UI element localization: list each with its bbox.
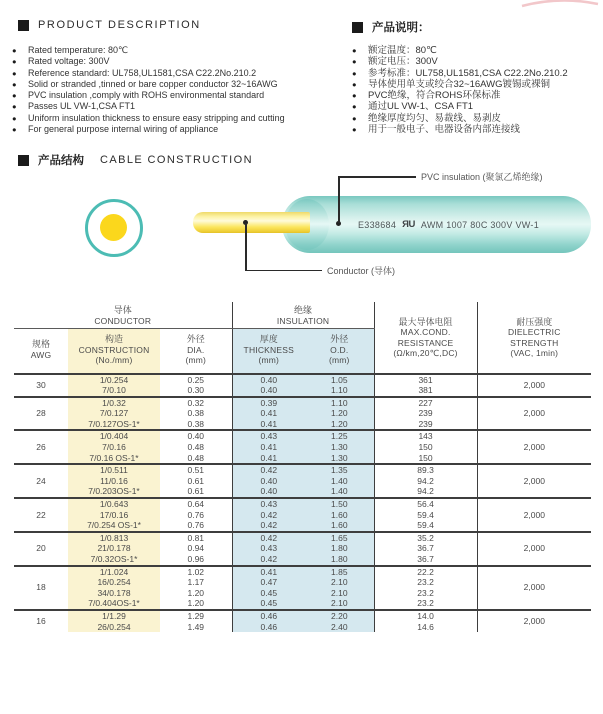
thickness-value: 0.41 [260,566,278,577]
dia-cell [160,566,232,610]
dia-cell [160,430,232,464]
thickness-value: 0.45 [260,598,278,609]
table-row-awg-22 [14,498,591,532]
resistance-value: 94.2 [417,486,434,497]
dia-value: 0.76 [187,520,205,531]
awg-value: 24 [36,475,46,486]
section-marker-icon [352,22,363,33]
dia-cell [160,610,232,632]
bullet-icon: ● [352,113,357,123]
description-item [12,124,347,135]
table-row-awg-20 [14,532,591,566]
thickness-value: 0.43 [260,431,278,442]
product-description-cn-header [352,19,430,35]
table-row-awg-18 [14,566,591,610]
pvc-leader-line-horizontal [338,176,416,178]
dia-value: 0.32 [187,397,205,408]
construction-value: 7/0.254 OS-1* [87,520,141,531]
dia-header-unit: (mm) [185,355,207,365]
dia-header-en: DIA. [187,344,205,355]
awg-value: 18 [36,582,46,593]
section-marker-icon [18,155,29,166]
description-item-text: For general purpose internal wiring of appliance [28,124,219,135]
description-item-cn-text: 参考标准：UL758,UL1581,CSA C22.2No.210.2 [368,67,568,79]
awg-value: 16 [36,616,46,627]
dielectric-header-cn: 耐压强度 [516,316,553,327]
bullet-icon: ● [352,68,357,78]
conductor-leader-line-horizontal [245,270,322,272]
description-item-text: PVC insulation ,comply with ROHS environmental standard [28,90,265,101]
thickness-value: 0.47 [260,577,278,588]
description-item-cn-text: PVC绝缘，符合ROHS环保标准 [368,90,501,102]
construction-value: 16/0.254 [97,577,131,588]
construction-header-en: CONSTRUCTION [78,344,150,355]
construction-value: 7/0.127 [99,408,129,419]
product-description-list [12,45,347,135]
resistance-value: 89.3 [417,465,434,476]
dielectric-value: 2,000 [477,566,591,610]
description-item-cn-text: 用于一般电子、电器设备内部连接线 [368,124,521,136]
thickness-cell [232,397,305,431]
thickness-value: 0.41 [260,408,278,419]
resistance-value: 227 [418,397,433,408]
thickness-value: 0.46 [260,610,278,621]
construction-cell [68,397,160,431]
construction-value: 7/0.404OS-1* [88,598,140,609]
dia-value: 0.48 [187,452,205,463]
resistance-header-en2: RESISTANCE [397,337,454,348]
dia-value: 0.76 [187,509,205,520]
od-value: 1.40 [331,486,348,497]
thickness-value: 0.42 [260,520,278,531]
bullet-icon: ● [12,113,17,123]
thickness-header-cn: 厚度 [259,334,278,344]
od-cell [305,374,374,397]
resistance-cell [374,498,477,532]
od-value: 1.30 [331,452,348,463]
description-item-cn [352,56,602,67]
table-row-awg-30 [14,374,591,397]
pvc-insulation-label: PVC insulation (聚氯乙烯绝缘) [421,172,543,182]
conductor-rod-illustration [193,212,310,233]
resistance-cell [374,566,477,610]
dia-cell [160,532,232,566]
dia-cell [160,374,232,397]
description-item-cn [352,90,602,101]
construction-cell [68,610,160,632]
od-value: 2.10 [331,587,348,598]
dielectric-value: 2,000 [477,430,591,464]
description-item-cn-text: 导体使用单支或绞合32~16AWG镀锡或裸铜 [368,78,551,90]
construction-value: 7/0.127OS-1* [88,418,140,429]
dielectric-value: 2,000 [477,532,591,566]
construction-header-unit: (No./mm) [95,355,133,365]
bullet-icon: ● [352,79,357,89]
od-value: 1.05 [331,374,348,385]
ul-recognized-mark-icon: ЯU [402,219,415,230]
thickness-cell [232,374,305,397]
description-item-cn-text: 额定温度：80℃ [368,45,437,56]
resistance-value: 361 [418,374,433,385]
construction-value: 7/0.203OS-1* [88,486,140,497]
bullet-icon: ● [12,91,17,101]
insulation-group-header [232,302,374,329]
construction-cell [68,566,160,610]
description-item-cn [352,113,602,124]
resistance-value: 150 [418,452,433,463]
resistance-value: 239 [418,418,433,429]
table-row-awg-26 [14,430,591,464]
bullet-icon: ● [12,68,17,78]
table-row-awg-24 [14,464,591,498]
od-cell [305,498,374,532]
description-item-cn [352,45,602,56]
thickness-value: 0.46 [260,621,278,632]
dielectric-value: 2,000 [477,397,591,431]
od-value: 1.10 [331,397,348,408]
dia-value: 0.96 [187,554,205,564]
description-item [12,68,347,79]
bullet-icon: ● [12,79,17,89]
od-cell [305,397,374,431]
dia-value: 0.30 [187,385,205,396]
resistance-value: 14.0 [417,610,434,621]
construction-cell [68,498,160,532]
od-value: 2.10 [331,598,348,609]
od-value: 1.80 [331,554,348,564]
od-value: 1.60 [331,509,348,520]
description-item-cn-text: 绝缘厚度均匀、易裁线、易剥皮 [368,112,502,124]
od-value: 2.10 [331,577,348,588]
construction-cell [68,374,160,397]
description-item-text: Rated temperature: 80℃ [28,45,129,55]
description-item-text: Passes UL VW-1,CSA FT1 [28,101,136,112]
product-description-title: PRODUCT DESCRIPTION [38,19,201,31]
bullet-icon: ● [12,102,17,112]
thickness-cell [232,610,305,632]
thickness-cell [232,464,305,498]
od-value: 1.10 [331,385,348,396]
conductor-leader-line-vertical [245,223,247,271]
resistance-value: 94.2 [417,475,434,486]
resistance-value: 14.6 [417,621,434,632]
od-column-header [305,329,374,374]
thickness-cell [232,532,305,566]
resistance-column-header [374,302,477,374]
resistance-value: 381 [418,385,433,396]
cable-print-spec: AWM 1007 80C 300V VW-1 [420,219,539,230]
bullet-icon: ● [12,46,17,55]
product-description-cn-title: 产品说明： [372,22,430,34]
construction-cell [68,430,160,464]
thickness-header-unit: (mm) [258,355,280,365]
dia-value: 1.02 [187,566,205,577]
bullet-icon: ● [352,91,357,101]
awg-value: 22 [36,509,46,520]
description-item-cn [352,68,602,79]
dielectric-column-header [477,302,591,374]
construction-value: 1/0.254 [99,374,129,385]
thickness-value: 0.40 [260,475,278,486]
bullet-icon: ● [352,46,357,55]
thickness-value: 0.42 [260,509,278,520]
od-value: 1.65 [331,532,348,543]
dielectric-header-en1: DIELECTRIC [508,327,561,338]
resistance-header-cn: 最大导体电阻 [398,316,453,327]
dia-value: 0.81 [187,532,205,543]
resistance-value: 143 [418,431,433,442]
dia-cell [160,397,232,431]
thickness-value: 0.40 [260,385,278,396]
construction-value: 1/1.024 [99,566,129,577]
dia-value: 0.61 [187,486,205,497]
od-cell [305,430,374,464]
awg-value: 26 [36,442,46,453]
dia-value: 1.20 [187,598,205,609]
od-value: 2.40 [331,621,348,632]
description-item-cn-text: 额定电压：300V [368,56,438,68]
description-item [12,113,347,124]
cable-construction-title-en: CABLE CONSTRUCTION [100,154,253,166]
dielectric-value: 2,000 [477,464,591,498]
thickness-value: 0.43 [260,499,278,510]
table-row-awg-16 [14,610,591,632]
resistance-cell [374,374,477,397]
resistance-value: 23.2 [417,577,434,588]
od-value: 2.20 [331,610,348,621]
cross-section-conductor-core [100,214,127,241]
construction-value: 7/0.16 OS-1* [89,452,139,463]
specification-table [14,302,591,632]
description-item-cn [352,79,602,90]
thickness-cell [232,430,305,464]
construction-value: 26/0.254 [97,621,131,632]
od-cell [305,566,374,610]
resistance-cell [374,464,477,498]
product-description-header [18,19,201,31]
bullet-icon: ● [12,125,17,135]
description-item [12,45,347,56]
dia-value: 1.17 [187,577,205,588]
construction-value: 1/0.32 [102,397,126,408]
dia-value: 0.64 [187,499,205,510]
od-value: 1.20 [331,418,348,429]
resistance-value: 150 [418,442,433,453]
resistance-cell [374,532,477,566]
description-item-cn-text: 通过UL VW-1、CSA FT1 [368,101,474,113]
dia-value: 0.61 [187,475,205,486]
description-item [12,101,347,112]
bullet-icon: ● [12,57,17,67]
resistance-value: 23.2 [417,587,434,598]
dia-column-header [160,329,232,374]
description-item-text: Reference standard: UL758,UL1581,CSA C22.2No.210.2 [28,67,257,78]
cable-construction-header [18,152,253,168]
awg-header-cn: 规格 [31,339,50,350]
dielectric-value: 2,000 [477,374,591,397]
construction-cell [68,464,160,498]
resistance-header-en1: MAX.COND. [400,327,451,338]
conductor-group-header [14,302,232,329]
thickness-value: 0.41 [260,442,278,453]
thickness-cell [232,498,305,532]
od-value: 1.35 [331,465,348,476]
thickness-value: 0.40 [260,374,278,385]
table-row-awg-28 [14,397,591,431]
dia-header-cn: 外径 [186,334,205,344]
dielectric-header-en2: STRENGTH [510,337,559,348]
thickness-cell [232,566,305,610]
resistance-value: 22.2 [417,566,434,577]
resistance-header-unit: (Ω/km,20℃,DC) [393,348,458,359]
dia-value: 1.20 [187,587,205,598]
construction-value: 17/0.16 [99,509,129,520]
resistance-cell [374,610,477,632]
construction-value: 21/0.178 [97,543,131,554]
od-value: 1.25 [331,431,348,442]
cable-print-file-number: E338684 [358,219,397,230]
construction-column-header [68,329,160,374]
description-item-text: Rated voltage: 300V [28,56,110,67]
construction-value: 7/0.32OS-1* [90,554,138,564]
description-item [12,79,347,90]
conductor-group-cn: 导体 [113,305,132,315]
od-value: 1.80 [331,543,348,554]
description-item-cn [352,124,602,135]
cable-print-legend [358,219,539,230]
bullet-icon: ● [352,125,357,135]
description-item-text: Uniform insulation thickness to ensure easy stripping and cutting [28,112,285,123]
awg-column-header [14,329,68,374]
dielectric-value: 2,000 [477,610,591,632]
construction-value: 1/1.29 [102,610,126,621]
product-description-cn-list [352,45,602,135]
conductor-group-en: CONDUCTOR [94,315,152,326]
awg-value: 20 [36,543,46,554]
od-header-cn: 外径 [330,334,349,344]
thickness-value: 0.42 [260,532,278,543]
resistance-value: 23.2 [417,598,434,609]
dielectric-header-unit: (VAC, 1min) [510,348,559,359]
dielectric-value: 2,000 [477,498,591,532]
dia-value: 1.49 [187,621,205,632]
od-cell [305,532,374,566]
thickness-value: 0.41 [260,452,278,463]
thickness-value: 0.41 [260,418,278,429]
awg-value: 30 [36,379,46,390]
od-header-en: O.D. [330,344,349,355]
section-marker-icon [18,20,29,31]
thickness-column-header [232,329,305,374]
dia-value: 0.48 [187,442,205,453]
construction-value: 11/0.16 [100,475,128,486]
od-header-unit: (mm) [328,355,350,365]
description-item [12,56,347,67]
thickness-value: 0.39 [260,397,278,408]
insulation-group-en: INSULATION [276,315,330,326]
construction-value: 7/0.16 [102,442,126,453]
od-value: 1.40 [331,475,348,486]
dia-value: 0.94 [187,543,205,554]
construction-value: 1/0.404 [99,431,129,442]
resistance-value: 56.4 [417,499,434,510]
thickness-value: 0.40 [260,486,278,497]
dia-value: 0.40 [187,431,205,442]
od-value: 1.20 [331,408,348,419]
pvc-leader-line-vertical [338,176,340,223]
dia-cell [160,498,232,532]
resistance-value: 36.7 [417,554,434,564]
description-item [12,90,347,101]
construction-value: 1/0.813 [99,532,129,543]
construction-cell [68,532,160,566]
thickness-value: 0.42 [260,554,278,564]
resistance-cell [374,397,477,431]
resistance-value: 59.4 [417,520,434,531]
bullet-icon: ● [352,57,357,67]
construction-value: 34/0.178 [97,587,131,598]
insulation-group-cn: 绝缘 [294,305,313,315]
od-cell [305,464,374,498]
bullet-icon: ● [352,102,357,112]
description-item-cn [352,101,602,112]
od-value: 1.85 [331,566,348,577]
od-value: 1.60 [331,520,348,531]
od-value: 1.50 [331,499,348,510]
construction-value: 7/0.10 [102,385,126,396]
dia-value: 0.38 [187,408,205,419]
dia-value: 0.25 [187,374,205,385]
thickness-value: 0.43 [260,543,278,554]
construction-value: 1/0.511 [100,465,128,476]
awg-value: 28 [36,408,46,419]
description-item-text: Solid or stranded ,tinned or bare copper conductor 32~16AWG [28,78,278,89]
dia-value: 0.38 [187,418,205,429]
thickness-value: 0.45 [260,587,278,598]
construction-header-cn: 构造 [104,334,123,344]
conductor-label: Conductor (导体) [327,266,396,276]
resistance-value: 59.4 [417,509,434,520]
resistance-value: 36.7 [417,543,434,554]
thickness-header-en: THICKNESS [243,344,294,355]
resistance-cell [374,430,477,464]
resistance-value: 239 [418,408,433,419]
od-cell [305,610,374,632]
logo-arc-decoration [520,0,600,10]
resistance-value: 35.2 [417,532,434,543]
thickness-value: 0.42 [260,465,278,476]
dia-cell [160,464,232,498]
dia-value: 1.29 [187,610,205,621]
awg-header-en: AWG [30,349,52,360]
dia-value: 0.51 [187,465,205,476]
construction-value: 1/0.643 [99,499,129,510]
od-value: 1.30 [331,442,348,453]
cable-construction-title-cn: 产品结构 [38,155,84,167]
table-group-header-row [14,302,591,329]
